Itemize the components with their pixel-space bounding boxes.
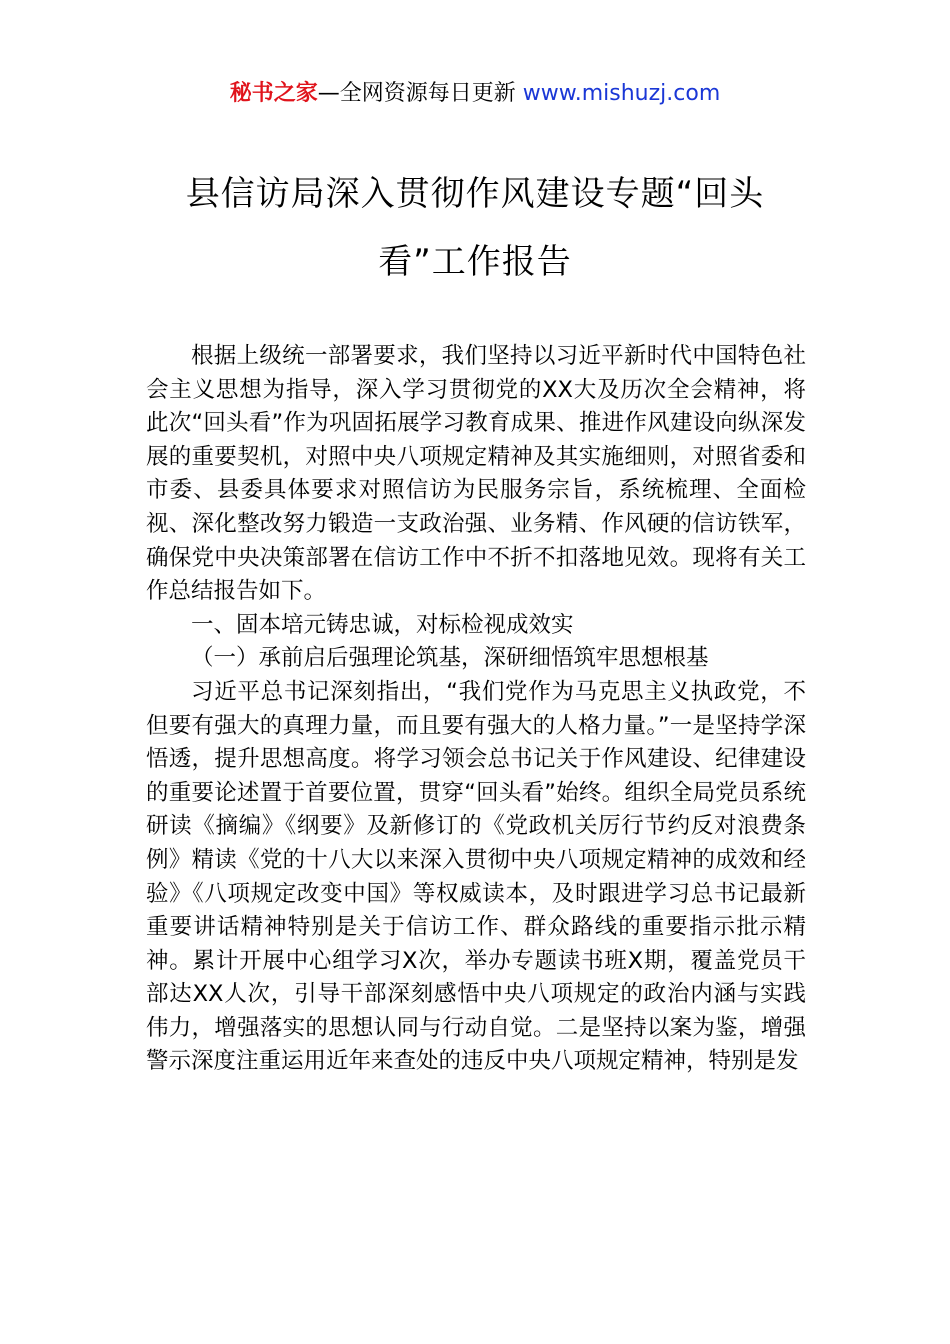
section-heading-1: 一、固本培元铸忠诚，对标检视成效实 [191, 611, 574, 638]
document-title: 县信访局深入贯彻作风建设专题“回头看”工作报告 [185, 174, 765, 282]
brand-name: 秘书之家 [229, 81, 318, 106]
subsection-heading-1: （一）承前启后强理论筑基，深研细悟筑牢思想根基 [191, 645, 709, 672]
paragraph-intro: 根据上级统一部署要求，我们坚持以习近平新时代中国特色社会主义思想为指导，深入学习贯彻党的XX大及历次全会精神，将此次“回头看”作为巩固拓展学习教育成果、推进作风建设向纵深发展的重要契机，对照中央八项规定精神及其实施细则，对照省委和市委、县委具体要求对照信访为民服务宗旨，系统梳理、全面检视、深化整改努力锻造一支政治强、业务精、作风硬的信访铁军，确保党中央决策部署在信访工作中不折不扣落地见效。现将有关工作总结报告如下。 [146, 343, 806, 605]
site-header [0, 78, 950, 110]
header-tagline: —全网资源每日更新 [317, 81, 523, 106]
document-body [146, 340, 806, 1079]
site-url-link[interactable]: www.mishuzj.com [522, 81, 721, 106]
paragraph-body: 习近平总书记深刻指出，“我们党作为马克思主义执政党，不但要有强大的真理力量，而且要有强大的人格力量。”一是坚持学深悟透，提升思想高度。将学习领会总书记关于作风建设、纪律建设的重要论述置于首要位置，贯穿“回头看”始终。组织全局党员系统研读《摘编》《纲要》及新修订的《党政机关厉行节约反对浪费条例》精读《党的十八大以来深入贯彻中央八项规定精神的成效和经验》《八项规定改变中国》等权威读本，及时跟进学习总书记最新重要讲话精神特别是关于信访工作、群众路线的重要指示批示精神。累计开展中心组学习X次，举办专题读书班X期，覆盖党员干部达XX人次，引导干部深刻感悟中央八项规定的政治内涵与实践伟力，增强落实的思想认同与行动自觉。二是坚持以案为鉴，增强警示深度注重运用近年来查处的违反中央八项规定精神，特别是发 [146, 678, 806, 1075]
